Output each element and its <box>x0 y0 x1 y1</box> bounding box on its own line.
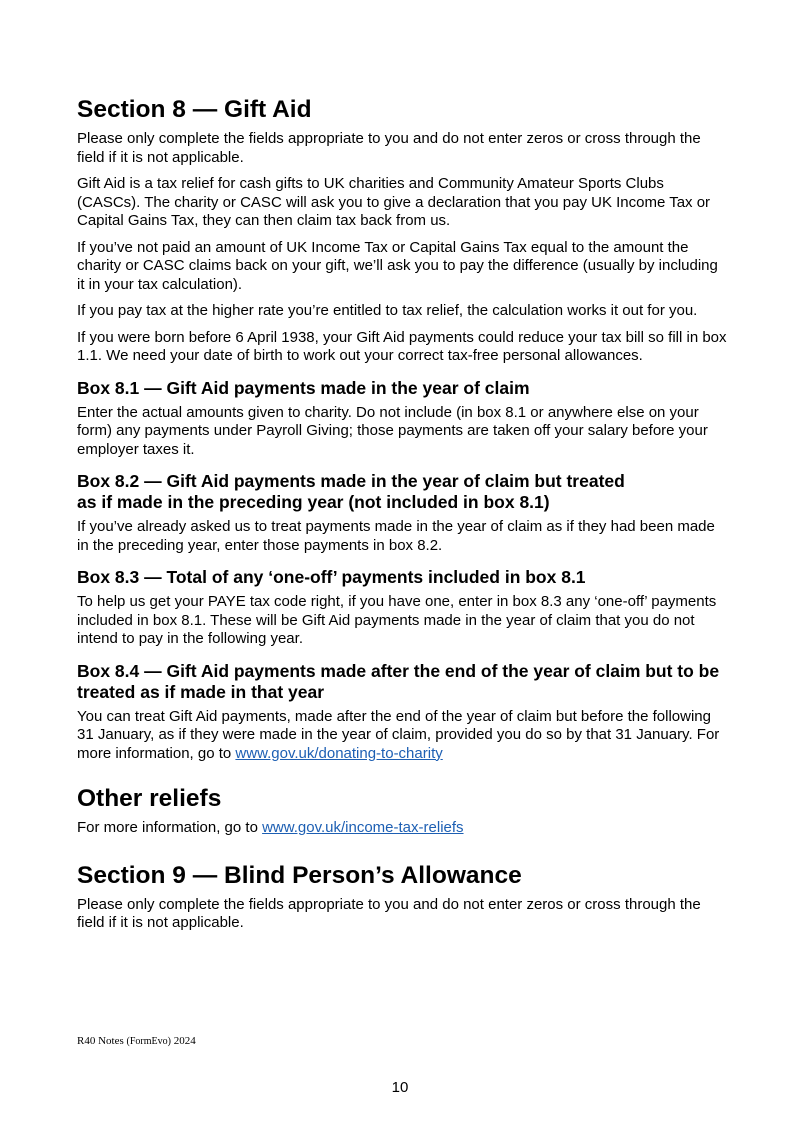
donating-to-charity-link[interactable]: www.gov.uk/donating-to-charity <box>235 744 443 762</box>
footer-ref-sub: (FormEvo) <box>126 1036 171 1047</box>
other-reliefs-heading: Other reliefs <box>77 785 222 812</box>
box-8-2-text: If you’ve already asked us to treat payments made in the year of claim as if they had been made in the preceding year, enter those payments in box 8.2. <box>77 518 715 554</box>
other-reliefs-text <box>77 819 727 838</box>
footer-ref-main: R40 Notes <box>77 1035 124 1047</box>
document-page <box>77 96 727 941</box>
section-9-text: Please only complete the fields appropriate to you and do not enter zeros or cross through the field if it is not applicable. <box>77 895 701 931</box>
section-8-paragraph: If you were born before 6 April 1938, your Gift Aid payments could reduce your tax bill so fill in box 1.1. We need your date of birth to work out your correct tax-free personal allowances. <box>77 328 727 364</box>
section-8-paragraph: If you pay tax at the higher rate you’re entitled to tax relief, the calculation works it out for you. <box>77 302 698 319</box>
section-8-intro <box>77 130 727 366</box>
box-8-4-text-body: You can treat Gift Aid payments, made after the end of the year of claim but before the following 31 January, as if they were made in the year of claim, provided you do so by that 31 January. For more information, go to <box>77 707 720 762</box>
box-8-1-block <box>77 378 727 460</box>
box-8-3-heading: Box 8.3 — Total of any ‘one-off’ payments included in box 8.1 <box>77 567 586 587</box>
footer-ref-year: 2024 <box>173 1035 196 1047</box>
income-tax-reliefs-link[interactable]: www.gov.uk/income-tax-reliefs <box>262 819 464 836</box>
section-8-paragraph: Please only complete the fields appropriate to you and do not enter zeros or cross through the field if it is not applicable. <box>77 130 701 166</box>
box-8-4-block <box>77 661 727 764</box>
section-8-paragraph: Gift Aid is a tax relief for cash gifts to UK charities and Community Amateur Sports Clubs (CASCs). The charity or CASC will ask you to give a declaration that you pay UK Income Tax or Capital Gains Tax, they can then claim tax back from us. <box>77 175 711 229</box>
page-number: 10 <box>391 1079 409 1096</box>
section-8-paragraph: If you’ve not paid an amount of UK Income Tax or Capital Gains Tax equal to the amount the charity or CASC claims back on your gift, we’ll ask you to pay the difference (usually by including it in your tax calculation). <box>77 238 718 293</box>
box-8-2-heading <box>77 471 727 513</box>
box-8-1-text: Enter the actual amounts given to charity. Do not include (in box 8.1 or anywhere else on your form) any payments under Payroll Giving; those payments are taken off your salary before your employer taxes it. <box>77 403 708 458</box>
section-9-heading: Section 9 — Blind Person’s Allowance <box>77 861 522 889</box>
box-8-1-heading: Box 8.1 — Gift Aid payments made in the year of claim <box>77 377 530 398</box>
box-8-4-text <box>77 708 727 764</box>
footer-form-reference <box>77 1034 196 1049</box>
other-reliefs-text-body: For more information, go to <box>77 819 263 836</box>
section-9-block <box>77 862 727 933</box>
section-8-heading: Section 8 — Gift Aid <box>77 96 312 123</box>
box-8-4-heading: Box 8.4 — Gift Aid payments made after the end of the year of claim but to be treated as if made in that year <box>77 660 720 702</box>
box-8-2-heading-line2: as if made in the preceding year (not included in box 8.1) <box>77 492 550 512</box>
box-8-2-block <box>77 471 727 555</box>
box-8-2-heading-line1: Box 8.2 — Gift Aid payments made in the year of claim but treated <box>77 471 625 491</box>
other-reliefs-block <box>77 785 727 838</box>
box-8-3-text: To help us get your PAYE tax code right, if you have one, enter in box 8.3 any ‘one-off’ payments included in box 8.1. These will be Gift Aid payments made in the year of claim that you do not intend to pay in the following year. <box>77 593 717 647</box>
box-8-3-block <box>77 567 727 649</box>
